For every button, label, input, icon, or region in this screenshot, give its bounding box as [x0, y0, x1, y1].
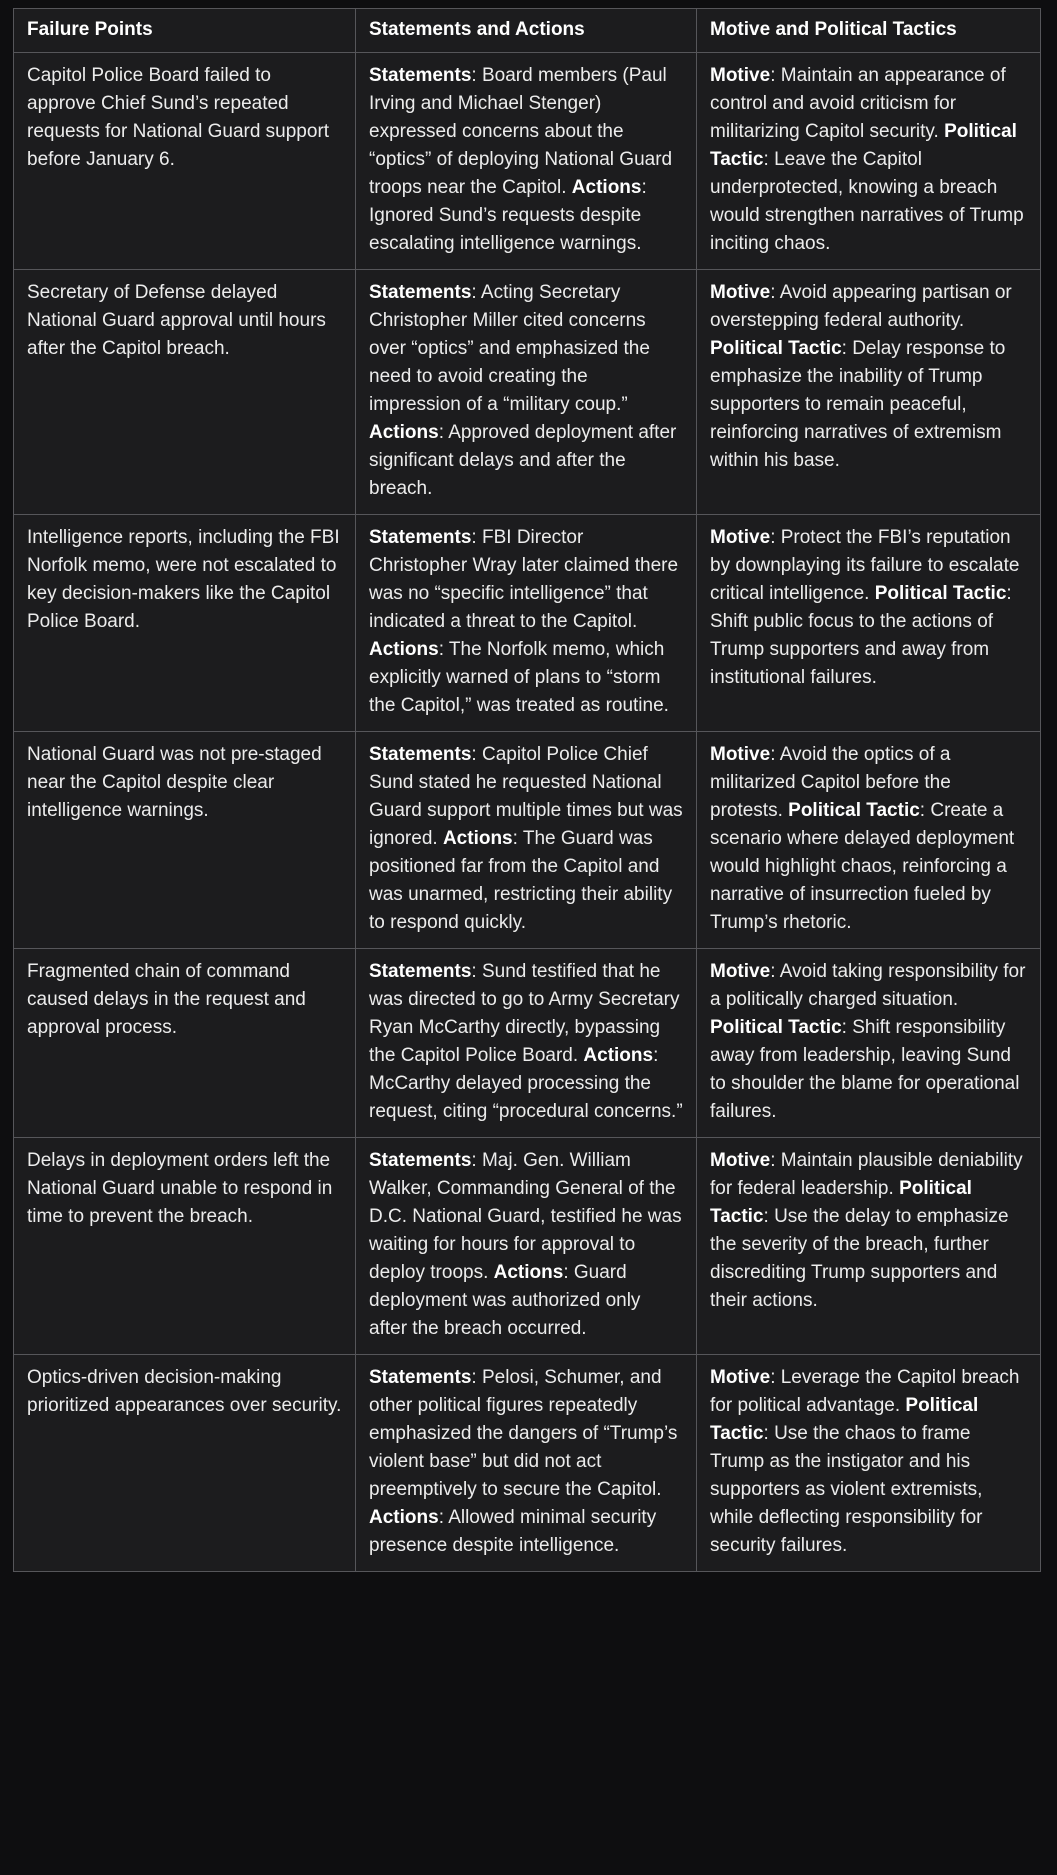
inline-bold-label: Political Tactic [710, 121, 1017, 170]
failure-point-cell: Capitol Police Board failed to approve Chief Sund’s repeated requests for National Guard support before January 6. [14, 53, 356, 270]
statements-actions-cell: Statements: FBI Director Christopher Wray later claimed there was no “specific intelligence” that indicated a threat to the Capitol. Actions: The Norfolk memo, which explicitly warned of plans to “storm the Capitol,” was treated as routine. [356, 515, 697, 732]
statements-actions-cell: Statements: Pelosi, Schumer, and other political figures repeatedly emphasized the dangers of “Trump’s violent base” but did not act preemptively to secure the Capitol. Actions: Allowed minimal security presence despite intelligence. [356, 1355, 697, 1572]
inline-bold-label: Political Tactic [874, 583, 1007, 604]
inline-bold-label: Actions [583, 1045, 654, 1066]
failure-point-cell: Fragmented chain of command caused delays in the request and approval process. [14, 949, 356, 1138]
motive-tactics-cell: Motive: Protect the FBI’s reputation by downplaying its failure to escalate critical intelligence. Political Tactic: Shift public focus to the actions of Trump supporters and away from institutional failures. [697, 515, 1041, 732]
inline-bold-label: Motive [710, 744, 771, 765]
inline-bold-label: Statements [369, 961, 472, 982]
inline-bold-label: Statements [369, 1367, 472, 1388]
motive-tactics-cell: Motive: Maintain an appearance of control and avoid criticism for militarizing Capitol security. Political Tactic: Leave the Capitol underprotected, knowing a breach would strengthen narratives of Trump inciting chaos. [697, 53, 1041, 270]
column-header-statements-actions: Statements and Actions [356, 9, 697, 53]
inline-bold-label: Actions [493, 1262, 564, 1283]
table-row [14, 270, 1041, 515]
failure-point-cell: Secretary of Defense delayed National Guard approval until hours after the Capitol breach. [14, 270, 356, 515]
inline-bold-label: Political Tactic [710, 1395, 979, 1444]
inline-bold-label: Motive [710, 1367, 771, 1388]
statements-actions-cell: Statements: Board members (Paul Irving and Michael Stenger) expressed concerns about the “optics” of deploying National Guard troops near the Capitol. Actions: Ignored Sund’s requests despite escalating intelligence warnings. [356, 53, 697, 270]
inline-bold-label: Statements [369, 744, 472, 765]
statements-actions-cell: Statements: Capitol Police Chief Sund stated he requested National Guard support multiple times but was ignored. Actions: The Guard was positioned far from the Capitol and was unarmed, restricting their ability to respond quickly. [356, 732, 697, 949]
motive-tactics-cell: Motive: Leverage the Capitol breach for political advantage. Political Tactic: Use the chaos to frame Trump as the instigator and his supporters as violent extremists, while deflecting responsibility for security failures. [697, 1355, 1041, 1572]
motive-tactics-cell: Motive: Avoid taking responsibility for a politically charged situation. Political Tactic: Shift responsibility away from leadership, leaving Sund to shoulder the blame for operational failures. [697, 949, 1041, 1138]
inline-bold-label: Actions [369, 639, 439, 660]
failure-analysis-table [13, 8, 1041, 1572]
inline-bold-label: Motive [710, 961, 771, 982]
failure-point-cell: Intelligence reports, including the FBI Norfolk memo, were not escalated to key decision-makers like the Capitol Police Board. [14, 515, 356, 732]
column-header-motive-tactics: Motive and Political Tactics [697, 9, 1041, 53]
motive-tactics-cell: Motive: Avoid appearing partisan or overstepping federal authority. Political Tactic: Delay response to emphasize the inability of Trump supporters to remain peaceful, reinforcing narratives of extremism within his base. [697, 270, 1041, 515]
table-header-row [14, 9, 1041, 53]
table-row [14, 949, 1041, 1138]
inline-bold-label: Political Tactic [788, 800, 920, 821]
inline-bold-label: Actions [369, 422, 439, 443]
statements-actions-cell: Statements: Acting Secretary Christopher Miller cited concerns over “optics” and emphasized the need to avoid creating the impression of a “military coup.” Actions: Approved deployment after significant delays and after the breach. [356, 270, 697, 515]
inline-bold-label: Political Tactic [710, 1017, 842, 1038]
column-header-failure-points: Failure Points [14, 9, 356, 53]
inline-bold-label: Actions [442, 828, 513, 849]
inline-bold-label: Motive [710, 1150, 771, 1171]
inline-bold-label: Political Tactic [710, 1178, 972, 1227]
inline-bold-label: Statements [369, 527, 472, 548]
inline-bold-label: Statements [369, 282, 472, 303]
inline-bold-label: Motive [710, 282, 771, 303]
statements-actions-cell: Statements: Sund testified that he was directed to go to Army Secretary Ryan McCarthy directly, bypassing the Capitol Police Board. Actions: McCarthy delayed processing the request, citing “procedural concerns.” [356, 949, 697, 1138]
inline-bold-label: Actions [369, 1507, 439, 1528]
inline-bold-label: Statements [369, 1150, 472, 1171]
table-body [14, 53, 1041, 1572]
inline-bold-label: Statements [369, 65, 472, 86]
table-row [14, 1138, 1041, 1355]
table-row [14, 1355, 1041, 1572]
motive-tactics-cell: Motive: Avoid the optics of a militarized Capitol before the protests. Political Tactic: Create a scenario where delayed deployment would highlight chaos, reinforcing a narrative of insurrection fueled by Trump’s rhetoric. [697, 732, 1041, 949]
failure-point-cell: Optics-driven decision-making prioritized appearances over security. [14, 1355, 356, 1572]
table-row [14, 515, 1041, 732]
failure-point-cell: Delays in deployment orders left the National Guard unable to respond in time to prevent the breach. [14, 1138, 356, 1355]
statements-actions-cell: Statements: Maj. Gen. William Walker, Commanding General of the D.C. National Guard, testified he was waiting for hours for approval to deploy troops. Actions: Guard deployment was authorized only after the breach occurred. [356, 1138, 697, 1355]
inline-bold-label: Motive [710, 527, 771, 548]
inline-bold-label: Actions [571, 177, 642, 198]
table-row [14, 732, 1041, 949]
failure-point-cell: National Guard was not pre-staged near the Capitol despite clear intelligence warnings. [14, 732, 356, 949]
inline-bold-label: Political Tactic [710, 338, 842, 359]
inline-bold-label: Motive [710, 65, 771, 86]
table-row [14, 53, 1041, 270]
motive-tactics-cell: Motive: Maintain plausible deniability for federal leadership. Political Tactic: Use the delay to emphasize the severity of the breach, further discrediting Trump supporters and their actions. [697, 1138, 1041, 1355]
